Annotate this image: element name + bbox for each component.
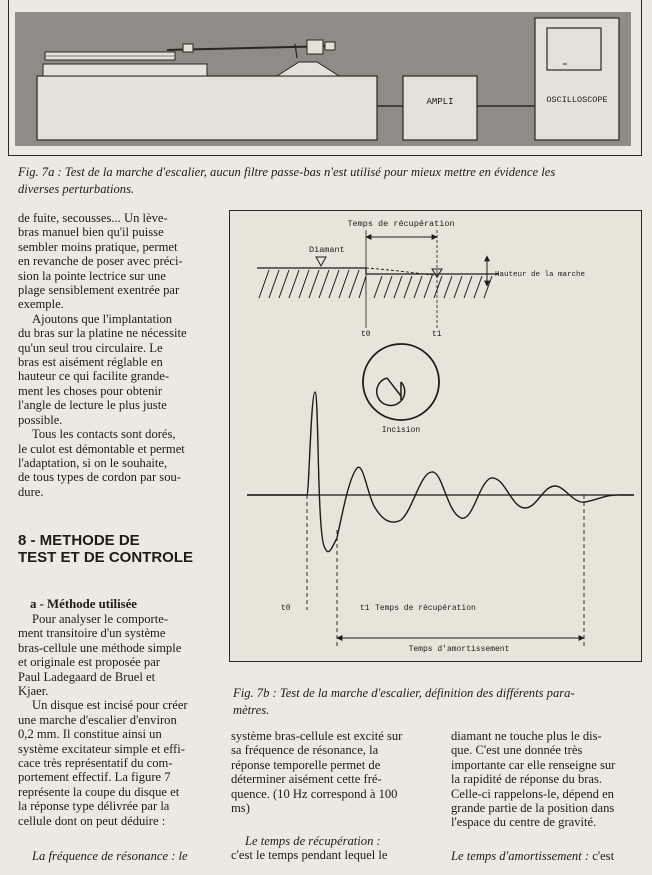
fig7b-diagram [229,210,642,662]
text-line: sion la pointe lectrice sur une [18,268,166,283]
text-line: et originale est proposée par [18,655,160,670]
fig7b-caption [233,685,652,719]
section-heading-line: 8 - METHODE DE [18,532,140,549]
text-line: système bras-cellule est excité sur [231,729,403,743]
text-line: Pour analyser le comporte- [32,612,169,626]
text-line: hauteur ce qui facilite grande- [18,369,170,384]
fig7a-caption-line: Fig. 7a : Test de la marche d'escalier, aucun filtre passe-bas n'est utilisé pour mieux mettre en évidence les [18,165,556,179]
text-line: en revanche de poser avec préci- [18,254,183,269]
text-line: grande partie de la position dans [451,801,615,816]
text-line: le culot est démontable et permet [18,441,185,456]
text-line: dure. [18,484,44,499]
text-line: bras est aisément réglable en [18,355,163,370]
text-line: sa fréquence de résonance, la [231,743,379,758]
text-line: Paul Ladegaard de Bruel et [18,669,156,684]
fig7a-diagram [15,12,635,148]
t1-bottom-label: t1 [360,604,370,613]
text-line: importante car elle renseigne sur [451,757,616,772]
text-line: bras manuel bien qu'il puisse [18,225,164,240]
text-line: La fréquence de résonance : le [32,849,188,863]
oscilloscope-screen [547,28,601,70]
text-line: 0,2 mm. Il constitue ainsi un [18,727,162,742]
turntable-platter-base [43,64,207,76]
response-waveform [247,392,634,552]
ampli-label: AMPLI [426,97,454,107]
oscilloscope-label: OSCILLOSCOPE [546,95,608,105]
incision-label: Incision [381,426,421,435]
column-1-text [18,211,208,499]
text-line: ms) [231,801,250,816]
text-line: système excitateur simple et effi- [18,741,185,756]
text-line: ment transitoire d'un système [18,626,166,641]
recovery-time-top-label: Temps de récupération [347,219,455,229]
text-line: de tous types de cordon par sou- [18,470,181,485]
text-line: bras-cellule une méthode simple [18,640,182,655]
fig7a-caption-line: diverses perturbations. [18,182,135,196]
t0-bottom-label: t0 [281,604,291,613]
text-line: portement effectif. La figure 7 [18,770,171,785]
damping-time-label: Temps d'amortissement [408,645,510,654]
diamond-label: Diamant [309,245,345,255]
tonearm-headshell [183,44,193,52]
text-line: ment les choses pour obtenir [18,383,163,398]
turntable-plinth [37,76,377,140]
text-line: cace très représentatif du com- [18,756,173,771]
text-line: quence. (10 Hz correspond à 100 [231,786,398,801]
column-3-text [451,729,645,830]
text-line: Un disque est incisé pour créer [32,698,188,713]
text-line: Ajoutons que l'implantation [32,311,173,326]
text-line: la rapidité de réponse du bras. [451,772,603,787]
fig7b-caption-line: Fig. 7b : Test de la marche d'escalier, définition des différents para- [233,686,575,700]
text-line: la réponse type délivrée par la [18,799,170,814]
column-1-last-line [32,849,222,863]
section-heading-line: TEST ET DE CONTROLE [18,549,194,566]
stylus-trajectory [366,268,439,276]
text-line: sembler moins pratique, permet [18,239,178,254]
fig7a-caption [18,164,648,198]
column-3-last-line [451,849,645,863]
text-line: c'est [592,849,615,863]
fig7b-caption-line: mètres. [233,703,270,717]
text-line: cellule dont on peut déduire : [18,813,166,828]
tonearm-counterweight [307,40,323,54]
text-line: l'angle de lecture le plus juste [18,398,167,413]
text-line: plage sensiblement exentrée par [18,283,180,298]
subsection-heading: a - Méthode utilisée [30,597,137,611]
term-italic: Le temps de récupération : [245,834,381,848]
text-line: Celle-ci rappelons-le, dépend en [451,786,614,801]
text-line: Kjaer. [18,684,49,699]
column-2-text [231,729,431,815]
text-line: diamant ne touche plus le dis- [451,729,602,743]
text-line: de fuite, secousses... Un lève- [18,211,168,225]
text-line: une marche d'escalier d'environ [18,712,177,727]
text-line: déterminer aisément cette fré- [231,772,382,787]
text-line: exemple. [18,297,64,312]
t1-top-label: t1 [432,330,442,339]
stylus-diamond [316,257,326,266]
text-line: possible. [18,412,63,427]
text-line: que. C'est une donnée très [451,743,583,758]
text-line: réponse temporelle permet de [231,757,381,772]
t0-top-label: t0 [361,330,371,339]
column-1-text-b [18,612,208,828]
section-heading [18,532,218,566]
recovery-time-bottom-label: Temps de récupération [375,604,476,613]
step-height-label: Hauteur de la marche [495,271,586,279]
text-line: du bras sur la platine ne nécessite [18,326,187,341]
column-2-last-line [231,834,436,863]
text-line: qu'un seul trou circulaire. Le [18,340,163,355]
text-line: représente la coupe du disque et [18,784,180,799]
term-italic: Le temps d'amortissement : [451,849,590,863]
text-line: c'est le temps pendant lequel le [231,848,388,863]
text-line: l'adaptation, si on le souhaite, [18,455,168,470]
ampli-box [403,76,477,140]
text-line: Tous les contacts sont dorés, [32,427,176,442]
text-line: l'espace du centre de gravité. [451,815,597,830]
